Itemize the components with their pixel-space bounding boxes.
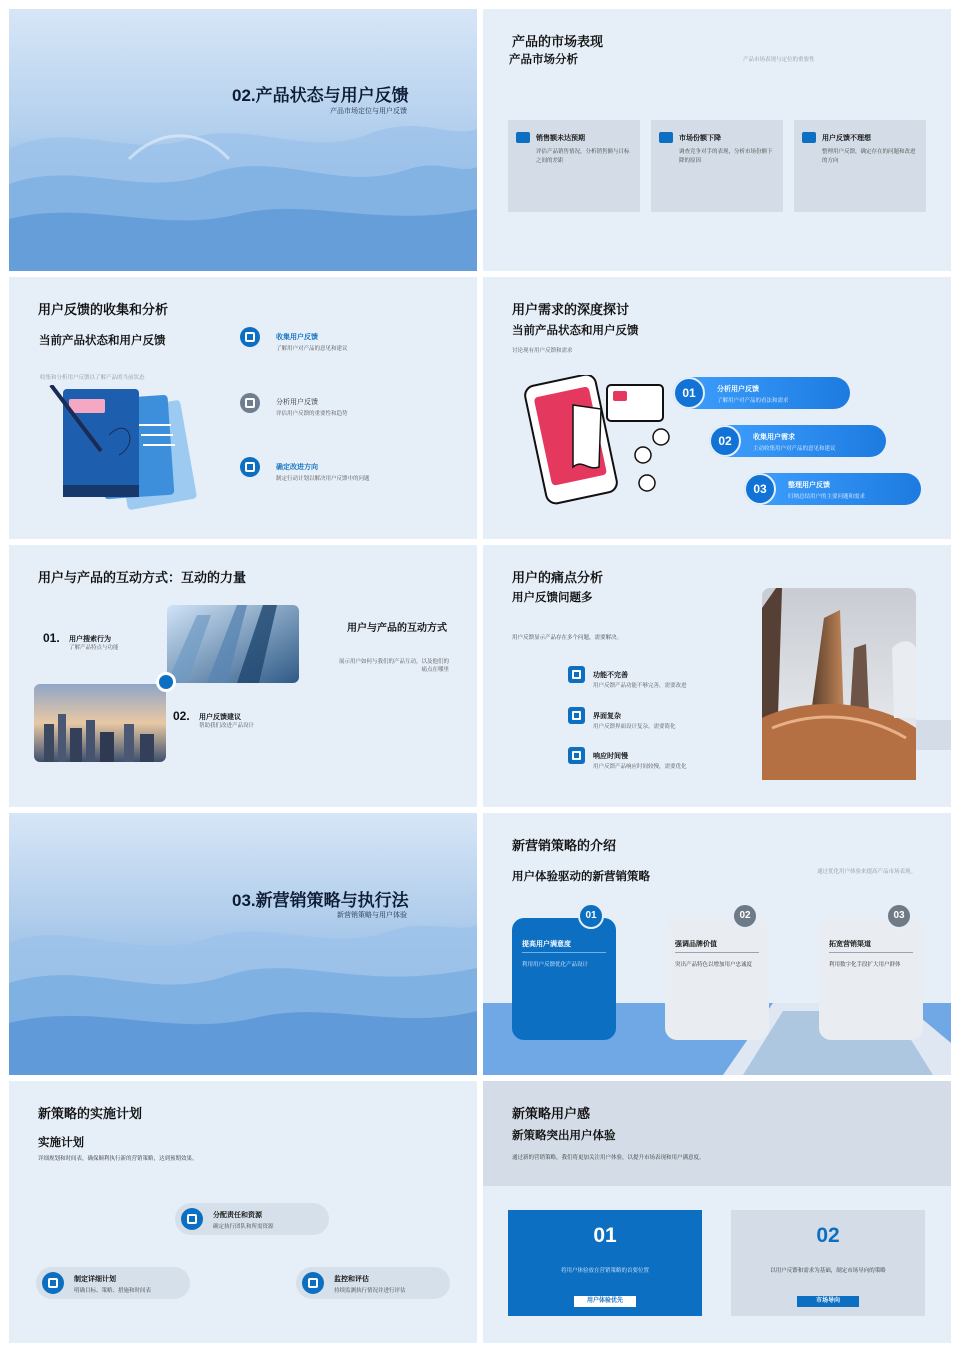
card-channels[interactable] (819, 918, 923, 1040)
slide-user-needs[interactable] (483, 277, 951, 539)
card-sales[interactable] (508, 120, 640, 212)
slide-market-performance[interactable] (483, 9, 951, 271)
slide-note: 详细规划和时间表，确保顺利执行新的营销策略，达到预期效果。 (38, 1156, 198, 1162)
item-title: 用户搜索行为 (69, 636, 111, 643)
puzzle-icon (302, 1272, 324, 1294)
pill-monitor-evaluate[interactable] (296, 1267, 450, 1299)
document-icon (568, 747, 585, 764)
slide-title: 用户需求的深度探讨 (512, 302, 630, 317)
box-badge: 用户体验优先 (574, 1296, 636, 1307)
briefcase-icon (516, 132, 530, 143)
item-title: 功能不完善 (593, 672, 628, 679)
step-number: 03 (744, 473, 776, 505)
pill-desc: 了解用户对产品的看法和需求 (717, 398, 789, 404)
item-desc: 制定行动计划以解决用户反馈中的问题 (276, 476, 370, 482)
pill-desc: 确定执行团队和所需资源 (213, 1224, 274, 1230)
city-skyline-photo (34, 684, 166, 762)
pill-organize-feedback[interactable] (744, 473, 921, 505)
card-number: 03 (886, 903, 912, 929)
slide-implementation-plan[interactable] (9, 1081, 477, 1343)
item-desc: 用户反馈界面设计复杂，需要简化 (593, 724, 676, 730)
document-icon (240, 327, 260, 347)
slide-subtitle: 用户体验驱动的新营销策略 (512, 871, 650, 883)
wave-background (9, 9, 477, 271)
card-title: 用户反馈不理想 (822, 135, 871, 142)
pill-desc: 归纳总结用户的主要问题和需求 (788, 494, 866, 500)
card-title: 强调品牌价值 (675, 941, 717, 948)
network-icon (240, 393, 260, 413)
box-ux-first[interactable] (508, 1210, 702, 1316)
card-brand-value[interactable] (665, 918, 769, 1040)
item-title: 用户反馈建议 (199, 714, 241, 721)
card-number: 02 (732, 903, 758, 929)
cover-title: 02.产品状态与用户反馈 (232, 86, 409, 105)
card-desc: 调查竞争对手的表现，分析市场份额下降的原因 (679, 149, 773, 164)
slide-subtitle: 当前产品状态和用户反馈 (512, 325, 639, 337)
item-title: 确定改进方向 (276, 464, 318, 471)
pill-desc: 明确目标、策略、措施和时间表 (74, 1288, 152, 1294)
card-desc: 利用用户反馈优化产品设计 (522, 962, 589, 968)
image-icon (240, 457, 260, 477)
pill-title: 制定详细计划 (74, 1276, 116, 1283)
slide-title: 用户的痛点分析 (512, 570, 604, 585)
pill-title: 分配责任和资源 (213, 1212, 262, 1219)
slide-cover-03[interactable] (9, 813, 477, 1075)
pill-title: 监控和评估 (334, 1276, 369, 1283)
slide-pain-points[interactable] (483, 545, 951, 807)
item-desc: 用户反馈产品响应时间较慢，需要优化 (593, 764, 687, 770)
card-user-feedback[interactable] (794, 120, 926, 212)
pill-title: 收集用户需求 (753, 434, 795, 441)
item-desc: 评估用户反馈的重要性和趋势 (276, 411, 348, 417)
cover-subtitle: 新营销策略与用户体验 (337, 912, 407, 919)
card-user-satisfaction[interactable] (512, 918, 616, 1040)
card-desc: 评估产品销售情况，分析销售额与目标之间的差距 (536, 149, 630, 164)
slide-title: 新策略用户感 (512, 1106, 591, 1121)
slide-feedback-collection[interactable] (9, 277, 477, 539)
target-icon (156, 672, 176, 692)
item-desc: 了解用户对产品的意见和建议 (276, 346, 348, 352)
box-number: 01 (593, 1224, 617, 1247)
slide-note: 通过优化用户体验来提高产品市场表现。 (817, 869, 917, 875)
chat-icon (802, 132, 816, 143)
pill-detailed-plan[interactable] (36, 1267, 190, 1299)
slide-subtitle: 当前产品状态和用户反馈 (39, 335, 166, 347)
slide-title: 用户反馈的收集和分析 (38, 302, 169, 317)
card-title: 提高用户满意度 (522, 941, 571, 948)
slide-note: 通过新的营销策略，我们将更加关注用户体验，以提升市场表现和用户满意度。 (512, 1155, 705, 1161)
box-number: 02 (816, 1224, 840, 1247)
card-number: 01 (578, 903, 604, 929)
phone-payment-illustration (521, 375, 681, 505)
item-desc: 用户反馈产品功能不够完善，需要改进 (593, 683, 687, 689)
pill-assign-resources[interactable] (175, 1203, 329, 1235)
item-title: 界面复杂 (593, 713, 621, 720)
slide-title: 新策略的实施计划 (38, 1106, 143, 1121)
step-number: 02 (709, 425, 741, 457)
card-desc: 整理用户反馈，确定存在的问题和改进的方向 (822, 149, 916, 164)
pill-title: 整理用户反馈 (788, 482, 830, 489)
pill-title: 分析用户反馈 (717, 386, 759, 393)
decor-block (915, 720, 951, 750)
image-icon (42, 1272, 64, 1294)
slide-note: 收集和分析用户反馈以了解产品的当前状态 (40, 375, 145, 381)
image-icon (568, 666, 585, 683)
box-desc: 将用户体验放在营销策略的首要位置 (560, 1268, 649, 1274)
right-title: 用户与产品的互动方式 (347, 623, 447, 634)
item-desc: 了解产品特点与功能 (69, 645, 119, 651)
item-title: 响应时间慢 (593, 753, 628, 760)
slide-note: 讨论现有用户反馈和需求 (512, 348, 573, 354)
card-desc: 突出产品特色以增加用户忠诚度 (675, 962, 753, 968)
cover-title: 03.新营销策略与执行法 (232, 891, 409, 910)
right-desc: 展示用户如何与我们的产品互动，以及他们的痛点在哪里 (338, 659, 449, 674)
slide-note: 产品市场表现与定位的重要性 (743, 57, 815, 63)
slide-interaction[interactable] (9, 545, 477, 807)
slide-user-experience[interactable] (483, 1081, 951, 1343)
item-desc: 帮助我们改进产品设计 (199, 723, 255, 729)
card-divider (522, 952, 606, 953)
item-title: 分析用户反馈 (276, 399, 318, 406)
slide-new-strategy[interactable] (483, 813, 951, 1075)
item-number: 01. (43, 631, 60, 645)
card-desc: 利用数字化手段扩大用户群体 (829, 962, 901, 968)
card-title: 销售额未达预期 (536, 135, 585, 142)
glass-building-photo (167, 605, 299, 683)
item-number: 02. (173, 709, 190, 723)
box-badge: 市场导向 (797, 1296, 859, 1307)
slide-title: 产品的市场表现 (512, 34, 604, 49)
slide-subtitle: 用户反馈问题多 (512, 592, 593, 604)
slide-cover-02[interactable] (9, 9, 477, 271)
slide-subtitle: 产品市场分析 (509, 54, 578, 66)
box-market-oriented[interactable] (731, 1210, 925, 1316)
slide-title: 新营销策略的介绍 (512, 838, 617, 853)
slide-subtitle: 新策略突出用户体验 (512, 1130, 616, 1142)
card-title: 拓宽营销渠道 (829, 941, 871, 948)
slide-subtitle: 实施计划 (38, 1137, 84, 1149)
sofa-icon (659, 132, 673, 143)
pill-desc: 持续监测执行情况并进行评估 (334, 1288, 406, 1294)
pill-analyze-feedback[interactable] (673, 377, 850, 409)
pill-desc: 主动收集用户对产品的意见和建议 (753, 446, 836, 452)
skyscraper-photo (762, 588, 916, 780)
card-divider (675, 952, 759, 953)
pill-collect-needs[interactable] (709, 425, 886, 457)
card-divider (829, 952, 913, 953)
card-title: 市场份额下降 (679, 135, 721, 142)
settings-icon (568, 707, 585, 724)
slide-title: 用户与产品的互动方式：互动的力量 (38, 570, 247, 585)
step-number: 01 (673, 377, 705, 409)
target-icon (181, 1208, 203, 1230)
documents-illustration (49, 385, 201, 515)
cover-subtitle: 产品市场定位与用户反馈 (330, 108, 407, 115)
box-desc: 以用户反馈和需求为基础，制定市场导向的策略 (770, 1268, 886, 1274)
card-market-share[interactable] (651, 120, 783, 212)
item-title: 收集用户反馈 (276, 334, 318, 341)
slide-note: 用户反馈显示产品存在多个问题，需要解决。 (512, 635, 623, 641)
wave-background (9, 813, 477, 1075)
